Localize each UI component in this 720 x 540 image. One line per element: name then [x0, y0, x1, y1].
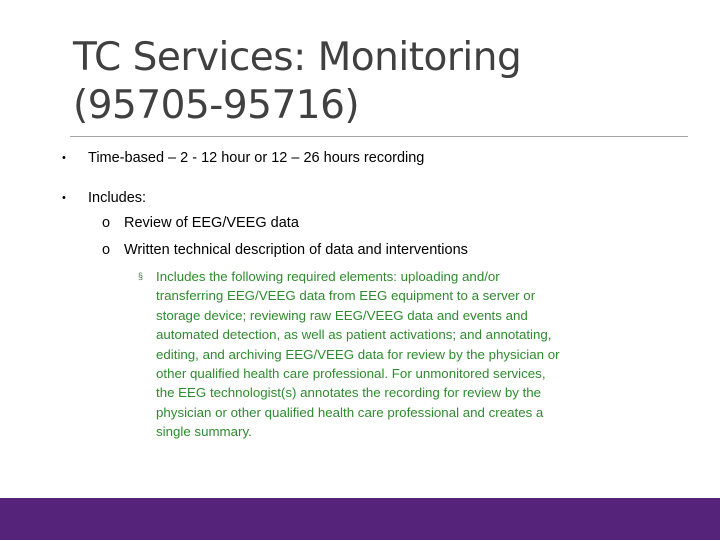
detail-line: other qualified health care professional. For unmonitored services, [156, 366, 546, 382]
bullet-marker: • [62, 192, 66, 204]
detail-line: Includes the following required elements: uploading and/or [156, 269, 500, 284]
slide-title [73, 34, 673, 130]
detail-line: storage device; reviewing raw EEG/VEEG data and events and [156, 307, 528, 323]
bullet-text: Time-based – 2 - 12 hour or 12 – 26 hours recording [88, 150, 425, 166]
detail-line: single summary. [156, 424, 252, 440]
slide-title-line-1: TC Services: Monitoring [73, 35, 522, 80]
sub-bullet-text: Written technical description of data and interventions [124, 242, 468, 258]
bullet-text: Includes: [88, 190, 147, 206]
sub-bullet-text: Review of EEG/VEEG data [124, 215, 299, 231]
detail-bullet-text [156, 267, 656, 442]
footer-bar [0, 498, 720, 540]
sub-bullet-marker: o [102, 242, 111, 258]
detail-line: physician or other qualified health care professional and creates a [156, 404, 544, 420]
bullet-marker: • [62, 152, 66, 164]
detail-line: automated detection, as well as patient activations; and annotating, [156, 327, 552, 343]
detail-line: transferring EEG/VEEG data from EEG equipment to a server or [156, 288, 536, 304]
detail-bullet-marker: § [138, 271, 144, 281]
slide-title-line-2: (95705-95716) [73, 83, 360, 128]
sub-bullet-marker: o [102, 215, 111, 231]
title-divider [70, 136, 688, 137]
detail-line: editing, and archiving EEG/VEEG data for review by the physician or [156, 346, 560, 362]
detail-line: the EEG technologist(s) annotates the recording for review by the [156, 385, 542, 401]
